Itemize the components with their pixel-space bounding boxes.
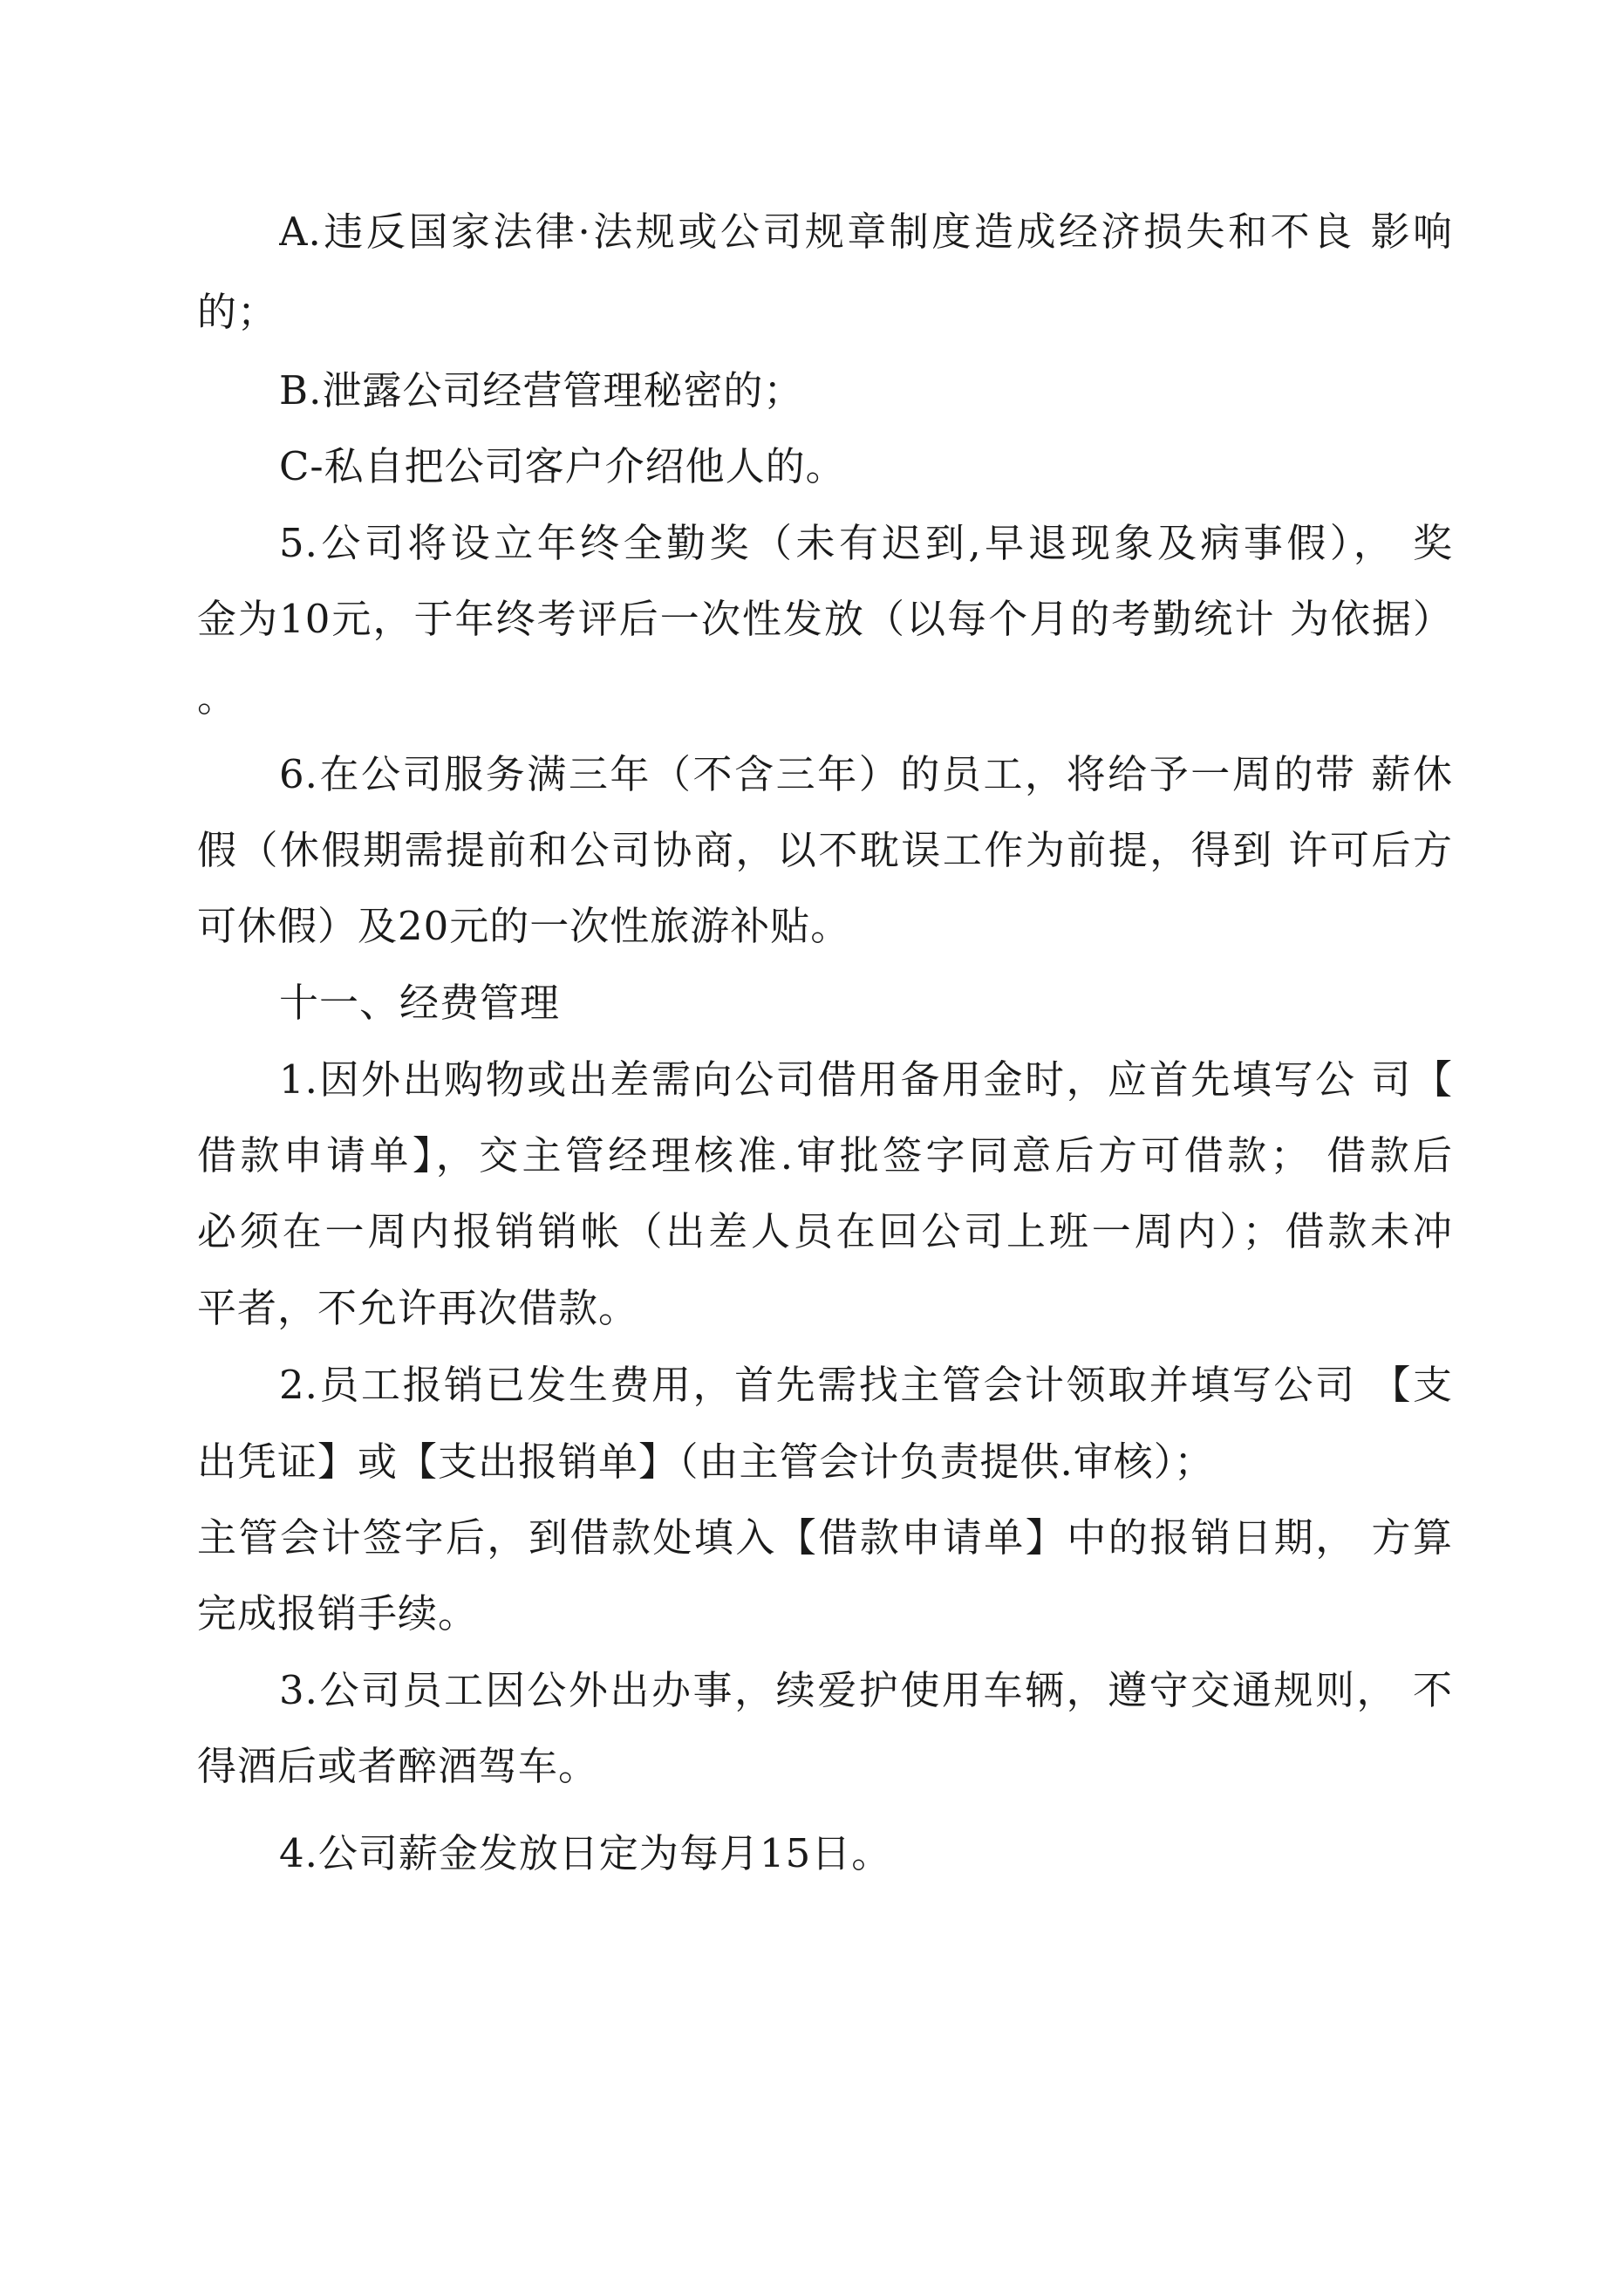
text-line: 1.因外出购物或出差需向公司借用备用金时，应首先填写公 司【 <box>279 1056 1453 1103</box>
text-line: 得酒后或者醉酒驾车。 <box>197 1743 599 1789</box>
text-line: 假（休假期需提前和公司协商，以不耽误工作为前提，得到 许可后方 <box>197 827 1453 873</box>
text-line: 借款申请单】，交主管经理核准.审批签字同意后方可借款； 借款后 <box>197 1132 1453 1179</box>
section-heading: 十一、经费管理 <box>279 980 561 1026</box>
text-line: 可休假）及20元的一次性旅游补贴。 <box>197 903 851 949</box>
text-line: 的； <box>197 289 278 335</box>
text-line: C-私自把公司客户介绍他人的。 <box>279 443 846 489</box>
text-line: 出凭证】或【支出报销单】（由主管会计负责提供.审核）； <box>197 1438 1215 1485</box>
text-line: 主管会计签字后，到借款处填入【借款申请单】中的报销日期， 方算 <box>197 1514 1453 1561</box>
text-line: A.违反国家法律·法规或公司规章制度造成经济损失和不良 影响 <box>279 208 1453 255</box>
text-line: 3.公司员工因公外出办事，续爱护使用车辆，遵守交通规则， 不 <box>279 1667 1453 1713</box>
text-line: 4.公司薪金发放日定为每月15日。 <box>279 1830 892 1876</box>
text-line: 2.员工报销已发生费用，首先需找主管会计领取并填写公司 【支 <box>279 1362 1453 1408</box>
text-line: 必须在一周内报销销帐（出差人员在回公司上班一周内）；借款未冲 <box>197 1208 1453 1254</box>
text-line: 金为10元，于年终考评后一次性发放（以每个月的考勤统计 为依据） <box>197 596 1453 642</box>
text-line: 完成报销手续。 <box>197 1590 479 1637</box>
text-line: B.泄露公司经营管理秘密的； <box>279 367 804 413</box>
text-line: 。 <box>197 674 238 721</box>
text-line: 平者，不允许再次借款。 <box>197 1285 639 1331</box>
text-line: 5.公司将设立年终全勤奖（未有迟到,早退现象及病事假）， 奖 <box>279 520 1453 566</box>
text-line: 6.在公司服务满三年（不含三年）的员工，将给予一周的带 薪休 <box>279 751 1453 797</box>
